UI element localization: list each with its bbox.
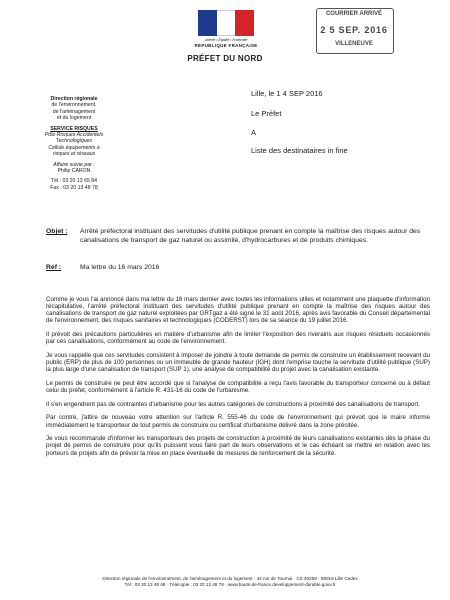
a-label: A [251,128,257,137]
stamp-date: 2 5 SEP. 2016 [320,25,388,35]
fax-line: Fax : 03 20 13 48 78 [50,184,98,191]
flag-blue [198,10,217,36]
direction-line: Direction régionale [50,96,98,102]
tel-line: Tél : 03 20 13 65 84 [50,178,98,185]
body-paragraph: Comme je vous l'ai annoncé dans ma lettre du 16 mars dernier avec toutes les informations utiles et notamment une plaquette d'information récapitulative, l'arrêté préfectoral instituant des servitudes d'utilité publique prenant en compte la maîtrise des risques autour des canalisations de transport de gaz naturel exploitées par GRTgaz a été signé le 31 août 2016, après avis favorable du Conseil départemental de l'environnement, des risques sanitaires et technologiques (CODERST) lors de sa séance du 19 juillet 2016. [46,296,430,325]
motto: Liberté • Égalité • Fraternité [204,38,248,42]
ref-label: Réf : [46,264,62,271]
letter-body [46,296,430,463]
cellule-line: risques et réseaux [52,151,96,158]
sender-sidebar [24,96,124,191]
sender-role: Le Préfet [251,109,282,118]
stamp-line1: COURRIER ARRIVÉ [325,11,383,17]
affaire-label: Affaire suivie par : [53,161,95,168]
direction-line: de l'aménagement [52,108,96,115]
place-date: Lille, le 1 4 SEP 2016 [251,89,323,98]
objet-text: Arrêté préfectoral instituant des servitudes d'utilité publique prenant en compte la maîtrise des risques autour des canalisations de transport de gaz naturel ou assimilé, d'hydrocarbures et de produits chimiques. [80,228,421,244]
republique-label: RÉPUBLIQUE FRANÇAISE [194,43,258,48]
service-name: SERVICE RISQUES [50,125,98,132]
pole-line: Technologiques [55,138,93,145]
direction-line: et du logement [56,115,92,122]
marianne-logo [194,10,258,50]
page-footer [30,576,430,588]
recipients: Liste des destinataires in fine [251,146,348,155]
body-paragraph: Il prévoit des précautions particulières en matière d'urbanisme afin de limiter l'exposition des riverains aux risques résiduels occasionnés par ces canalisations, conformément au code de l'environnement. [46,331,430,346]
body-paragraph: Il s'en engendrent pas de contraintes d'urbanisme pour les autres catégories de constructions à proximité des canalisations de transport. [46,400,420,408]
objet-block [46,228,426,244]
flag-red [235,10,254,36]
direction-line: de l'environnement, [51,102,97,109]
ref-block [46,264,426,271]
body-paragraph: Je vous recommande d'informer les transporteurs des projets de construction à proximité de leurs canalisations existantes dès la phase du projet de permis de construire pour qu'ils puissent vous faire part de leurs observations et le cas échéant se mettre en relation avec les porteurs de projets afin de prévoir la mise en place éventuelle de mesures de renforcement de la sécurité. [46,435,430,457]
flag-white [217,10,236,36]
footer-line: Tél : 03 20 13 48 48 · Télécopie : 03 20 13 48 78 · www.hauts-de-france.developpement-durable.gouv.fr [124,582,336,588]
objet-label: Objet : [46,228,68,235]
body-paragraph: Le permis de construire ne peut être accordé que si l'analyse de compatibilité a reçu l'avis favorable du transporteur concerné ou à défaut celui du préfet, conformément à l'article R. 431-16 du code de l'urbanisme. [46,379,430,395]
agent-name: Philip CARON [57,168,91,175]
cellule-line: Cellule équipements à [48,144,100,151]
letterhead [0,0,450,75]
stamp-line3: VILLENEUVE [335,41,373,47]
footer-line: Direction régionale de l'environnement, de l'aménagement et du logement · 44 rue de Tournai · CS 40259 · 59019 Lille Cedex [102,576,358,581]
body-paragraph: Par contre, j'attire de nouveau votre attention sur l'article R. 555-46 du code de l'environnement qui prévoit que le maire informe immédiatement le transporteur de tout permis de construire ou certificat d'urbanisme délivré dans la zone précitée. [46,414,430,429]
received-stamp [316,8,394,54]
body-paragraph: Je vous rappelle que ces servitudes consistent à imposer de joindre à toute demande de permis de construire un établissement recevant du public (ERP) de plus de 100 personnes ou un immeuble de grande hauteur (IGH) dont l'emprise touche la servitude d'utilité publique (SUP) la plus large d'une canalisation de transport (SUP 1), une analyse de compatibilité du projet avec la canalisation existante. [46,351,430,374]
ref-text: Ma lettre du 16 mars 2016 [80,264,160,271]
tricolor-flag-icon [198,10,254,36]
prefet-title: PRÉFET DU NORD [187,54,263,63]
pole-line: Pôle Risques Accidentels [44,132,104,139]
